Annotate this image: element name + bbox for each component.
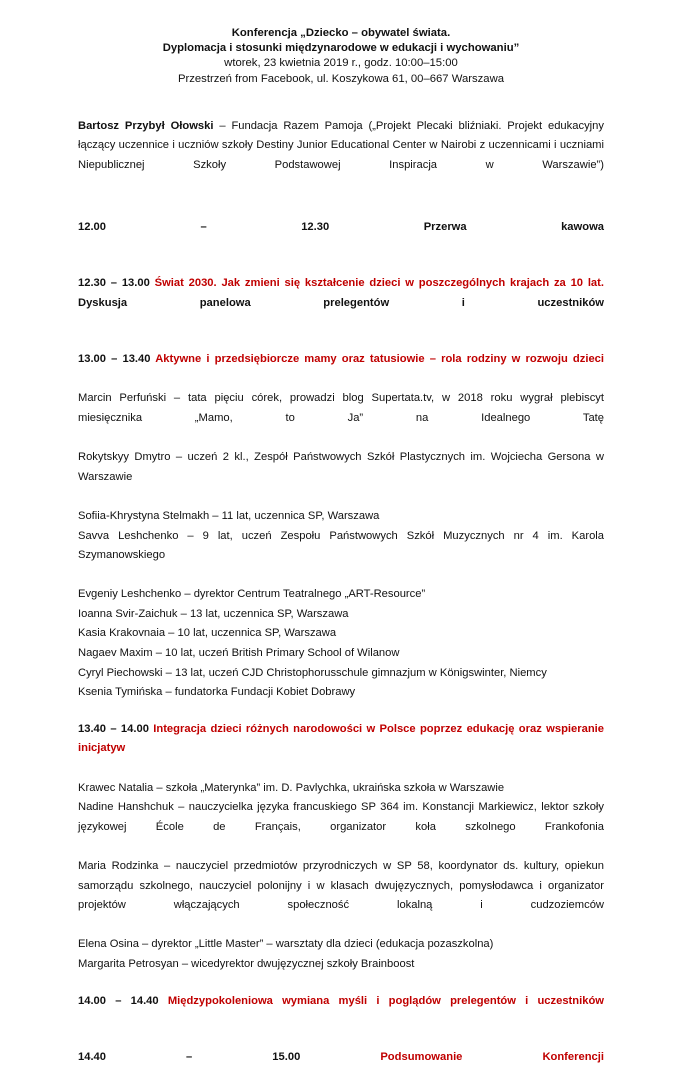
speaker-entry [78, 605, 604, 625]
speaker-description: – 9 lat, uczeń Zespołu Państwowych Szkół Muzycznych nr 4 im. Karola Szymanowskiego [78, 529, 604, 562]
speaker-description: – 13 lat, uczennica SP, Warszawa [177, 607, 349, 620]
speaker-name: Margarita Petrosyan [78, 957, 179, 970]
speaker-entry [78, 507, 604, 527]
agenda-slot [78, 350, 604, 703]
speaker-description: – 10 lat, uczeń British Primary School of Wilanow [152, 647, 400, 660]
agenda-slot-title: Integracja dzieci różnych narodowości w Polsce poprzez edukację oraz wspieranie inicjatyw [78, 722, 604, 755]
speaker-description: – dyrektor „Little Master” – warsztaty dla dzieci (edukacja pozaszkolna) [138, 938, 494, 951]
speaker-entry [78, 955, 604, 975]
conference-title-line-1: Konferencja „Dziecko – obywatel świata. [231, 27, 451, 39]
speaker-entry [78, 624, 604, 644]
intro-speaker-name: Bartosz Przybył Ołowski [78, 119, 214, 132]
conference-venue: Przestrzeń from Facebook, ul. Koszykowa 61, 00–667 Warszawa [177, 72, 505, 85]
speaker-entry [78, 644, 604, 664]
agenda-slot-heading [78, 350, 604, 389]
agenda-slot-heading [78, 1048, 604, 1087]
agenda-list [78, 218, 604, 1087]
speaker-name: Evgeniy Leshchenko [78, 588, 182, 601]
speaker-description: – szkoła „Materynka” im. D. Pavlychka, ukraińska szkoła w Warszawie [153, 781, 505, 794]
speaker-entry [78, 935, 604, 955]
agenda-slot [78, 274, 604, 333]
agenda-slot-subtitle: Dyskusja panelowa prelegentów i uczestników [78, 296, 604, 309]
agenda-slot-heading [78, 720, 604, 779]
speaker-entry [78, 664, 604, 684]
speaker-name: Nadine Hanshchuk [78, 801, 174, 814]
agenda-slot-heading [78, 218, 604, 257]
speaker-name: Kasia Krakovnaia [78, 627, 166, 640]
speaker-description: – wicedyrektor dwujęzycznej szkoły Brainboost [178, 957, 415, 970]
agenda-slot-time: 14.40 – 15.00 [78, 1050, 381, 1063]
conference-title-line-2: Dyplomacja i stosunki międzynarodowe w edukacji i wychowaniu” [162, 42, 520, 55]
speaker-name: Maria Rodzinka [78, 860, 159, 872]
speaker-entry [78, 857, 604, 935]
agenda-slot [78, 1048, 604, 1087]
conference-header [78, 26, 604, 87]
speaker-name: Savva Leshchenko [78, 529, 179, 542]
speaker-name: Sofiia-Khrystyna Stelmakh [78, 509, 210, 522]
agenda-slot-time: 12.30 – 13.00 [78, 277, 155, 290]
agenda-slot-title: Międzypokoleniowa wymiana myśli i poglądów prelegentów i uczestników [167, 994, 604, 1007]
conference-date: wtorek, 23 kwietnia 2019 r., godz. 10:00–15:00 [224, 57, 458, 70]
speaker-description: – nauczyciel przedmiotów przyrodniczych w SP 58, koordynator ds. kultury, opiekun samorządu szkolnego, nauczyciel polonijny i w klasach dwujęzycznych, pomysłodawca i organizator projektów włączających społeczność lokalną i cudzoziemców [78, 860, 604, 912]
agenda-slot [78, 992, 604, 1031]
intro-block [78, 117, 604, 195]
speaker-entry [78, 779, 604, 799]
agenda-slot-heading [78, 274, 604, 333]
intro-description: Fundacja Razem Pamoja („Projekt Plecaki bliźniaki. Projekt edukacyjny łączący uczennice i uczniów szkoły Destiny Junior Educational Center w Nairobi z uczennicami i uczniami Niepublicznej Szkoły Podstawowej Inspiracja w Warszawie”) [78, 119, 604, 171]
speaker-name: Rokytskyy Dmytro [78, 451, 171, 464]
speaker-description: – nauczycielka języka francuskiego SP 364 im. Konstancji Markiewicz, lektor szkoły językowej École de Français, organizator koła szkolnego Frankofonia [78, 801, 605, 833]
speaker-name: Nagaev Maxim [78, 647, 153, 660]
speaker-entry [78, 585, 604, 605]
speaker-description: – fundatorka Fundacji Kobiet Dobrawy [162, 686, 356, 699]
speaker-entry [78, 683, 604, 703]
agenda-slot [78, 720, 604, 975]
speaker-name: Ksenia Tymińska [78, 686, 163, 699]
speaker-description: – 13 lat, uczeń CJD Christophorusschule gimnazjum w Königswinter, Niemcy [162, 666, 547, 679]
speaker-entry [78, 448, 604, 507]
speaker-entry [78, 389, 604, 448]
speaker-name: Krawec Natalia [78, 781, 154, 794]
speaker-name: Cyryl Piechowski [78, 666, 163, 679]
speaker-name: Ioanna Svir-Zaichuk [78, 607, 178, 620]
speaker-name: Elena Osina [78, 938, 139, 951]
speaker-entry [78, 527, 604, 586]
agenda-slot-time: 13.00 – 13.40 [78, 353, 156, 366]
speaker-entry [78, 798, 604, 857]
intro-dash: – [213, 119, 232, 132]
agenda-slot-title: Świat 2030. Jak zmieni się kształcenie dzieci w poszczególnych krajach za 10 lat. [154, 277, 604, 290]
agenda-slot-title: Aktywne i przedsiębiorcze mamy oraz tatusiowie – rola rodziny w rozwoju dzieci [155, 353, 604, 366]
agenda-slot-title: Przerwa kawowa [423, 221, 604, 234]
speaker-description: – 11 lat, uczennica SP, Warszawa [209, 509, 380, 522]
agenda-slot-time: 13.40 – 14.00 [78, 722, 154, 735]
speaker-name: Marcin Perfuński [78, 392, 167, 405]
agenda-slot-time: 14.00 – 14.40 [78, 994, 168, 1007]
intro-paragraph [78, 117, 604, 195]
speaker-description: – 10 lat, uczennica SP, Warszawa [165, 627, 337, 640]
speaker-description: – dyrektor Centrum Teatralnego „ART-Resource” [181, 588, 426, 601]
agenda-slot-title: Podsumowanie Konferencji [380, 1050, 604, 1063]
speaker-description: – tata pięciu córek, prowadzi blog Supertata.tv, w 2018 roku wygrał plebiscyt miesięcznika „Mamo, to Ja” na Idealnego Tatę [78, 392, 604, 424]
agenda-slot-heading [78, 992, 604, 1031]
speaker-description: – uczeń 2 kl., Zespół Państwowych Szkół Plastycznych im. Wojciecha Gersona w Warszawie [78, 451, 604, 483]
agenda-slot-time: 12.00 – 12.30 [78, 221, 424, 234]
agenda-slot [78, 218, 604, 257]
